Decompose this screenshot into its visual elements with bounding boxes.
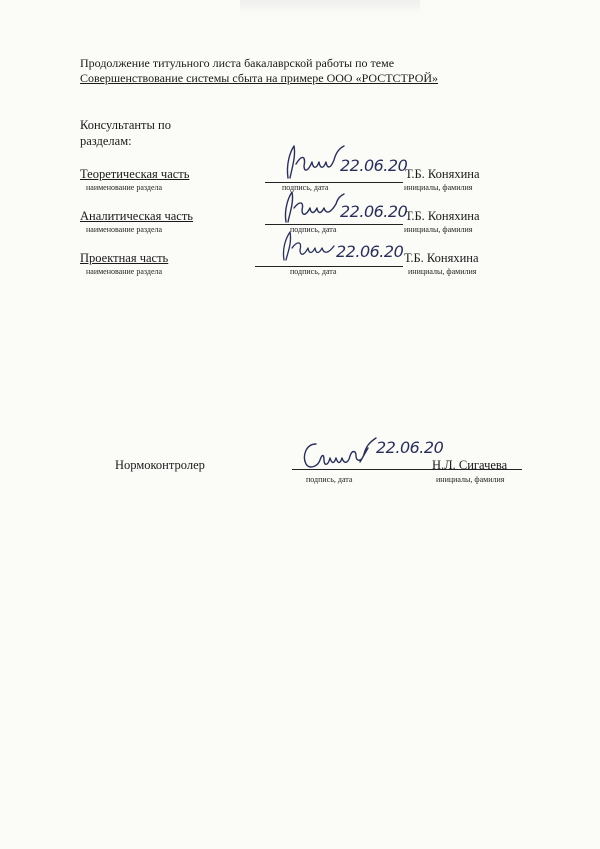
section-name: Проектная часть	[80, 251, 169, 265]
consultants-heading: Консультанты по	[80, 118, 171, 132]
consultant-name: Т.Б. Коняхина	[405, 209, 480, 223]
caption-section: наименование раздела	[86, 183, 163, 192]
caption-name: инициалы, фамилия	[404, 225, 473, 234]
normcontrol-name: Н.Л. Сигачева	[432, 458, 508, 472]
scan-artifact	[240, 0, 420, 14]
caption-signature: подпись, дата	[290, 267, 337, 276]
caption-section: наименование раздела	[86, 225, 163, 234]
signature-date: 22.06.20	[376, 438, 444, 457]
signature-image	[278, 228, 344, 266]
section-name: Теоретическая часть	[80, 167, 190, 181]
normcontrol-label: Нормоконтролер	[115, 458, 205, 472]
caption-name: инициалы, фамилия	[408, 267, 477, 276]
consultant-name: Т.Б. Коняхина	[404, 251, 479, 265]
caption-name: инициалы, фамилия	[404, 183, 473, 192]
signature-date: 22.06.20	[340, 156, 408, 175]
section-name: Аналитическая часть	[80, 209, 194, 223]
caption-name: инициалы, фамилия	[436, 475, 505, 484]
consultant-name: Т.Б. Коняхина	[405, 167, 480, 181]
thesis-topic: Совершенствование системы сбыта на примере ООО «РОСТСТРОЙ»	[80, 71, 439, 85]
signature-date: 22.06.20	[336, 242, 404, 261]
caption-signature: подпись, дата	[306, 475, 353, 484]
caption-signature: подпись, дата	[290, 225, 337, 234]
signature-date: 22.06.20	[340, 202, 408, 221]
header-line-1: Продолжение титульного листа бакалаврской работы по теме	[80, 56, 395, 70]
caption-section: наименование раздела	[86, 267, 163, 276]
caption-signature: подпись, дата	[282, 183, 329, 192]
consultants-heading-2: разделам:	[80, 134, 132, 148]
